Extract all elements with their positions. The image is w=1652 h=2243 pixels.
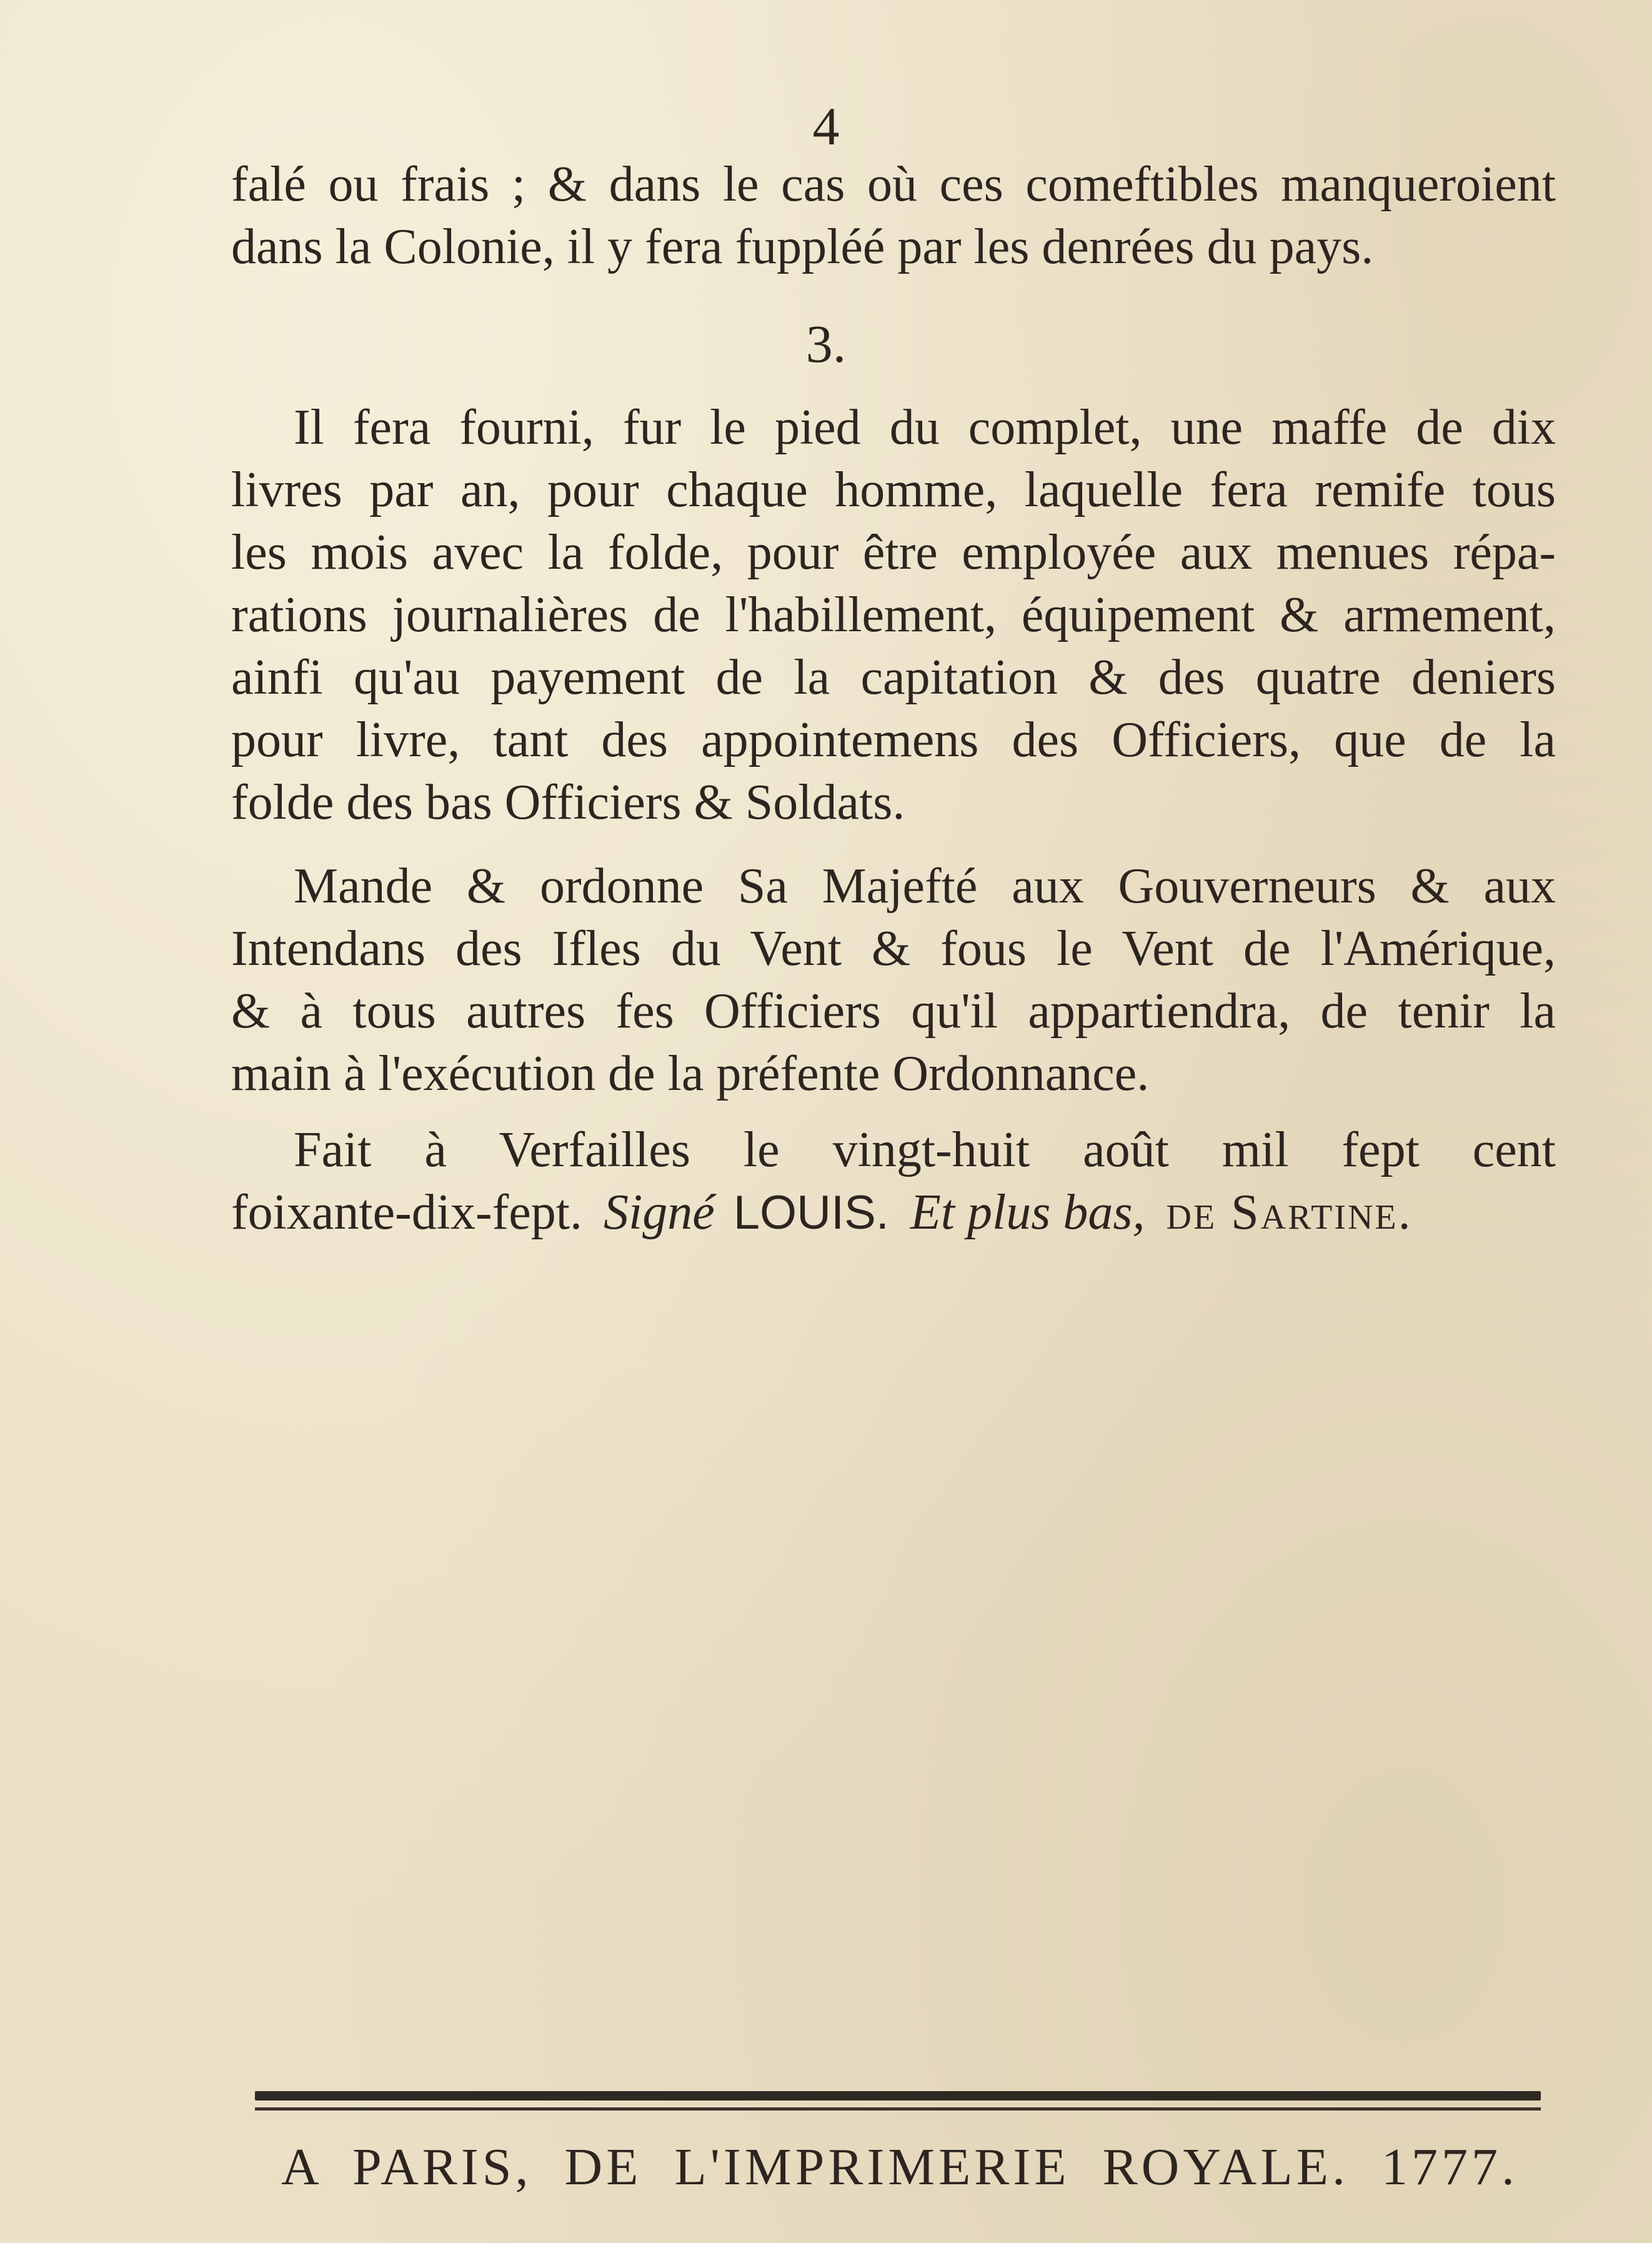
date-year-text: foixante-dix-fept.: [231, 1185, 582, 1240]
text-line: Mande & ordonne Sa Majefté aux Gouverneurs & aux: [294, 859, 1556, 914]
text-line: les mois avec la folde, pour être employée aux menues répa-: [231, 525, 1556, 580]
text-line: ainfi qu'au payement de la capitation & des quatre deniers: [231, 650, 1556, 705]
text-line: falé ou frais ; & dans le cas où ces comeftibles manqueroient: [231, 157, 1556, 212]
text-line: Intendans des Ifles du Vent & fous le Vent de l'Amérique,: [231, 921, 1556, 976]
signature-line: [231, 1181, 1556, 1244]
page-number: 4: [812, 96, 840, 156]
text-line: & à tous autres fes Officiers qu'il appartiendra, de tenir la: [231, 984, 1556, 1039]
minister-name: de Sartine.: [1166, 1185, 1413, 1240]
text-line: rations journalières de l'habillement, équipement & armement,: [231, 587, 1556, 642]
printer-imprint: A PARIS, DE L'IMPRIMERIE ROYALE. 1777.: [281, 2138, 1518, 2196]
text-line: Fait à Verfailles le vingt-huit août mil fept cent: [294, 1122, 1556, 1177]
text-line: main à l'exécution de la préfente Ordonnance.: [231, 1046, 1150, 1101]
text-line: livres par an, pour chaque homme, laquelle fera remife tous: [231, 462, 1556, 517]
text-line: Il fera fourni, fur le pied du complet, une maffe de dix: [294, 400, 1556, 455]
imprint-rule-thin: [255, 2107, 1541, 2111]
king-name: LOUIS.: [733, 1186, 889, 1239]
lower-label: Et plus bas,: [910, 1185, 1145, 1240]
text-line: folde des bas Officiers & Soldats.: [231, 775, 905, 830]
signed-label: Signé: [604, 1185, 715, 1240]
text-line: dans la Colonie, il y fera fuppléé par les denrées du pays.: [231, 219, 1374, 274]
imprint-rule-thick: [255, 2091, 1541, 2101]
text-line: pour livre, tant des appointemens des Officiers, que de la: [231, 712, 1556, 767]
article-number: 3.: [805, 314, 847, 374]
